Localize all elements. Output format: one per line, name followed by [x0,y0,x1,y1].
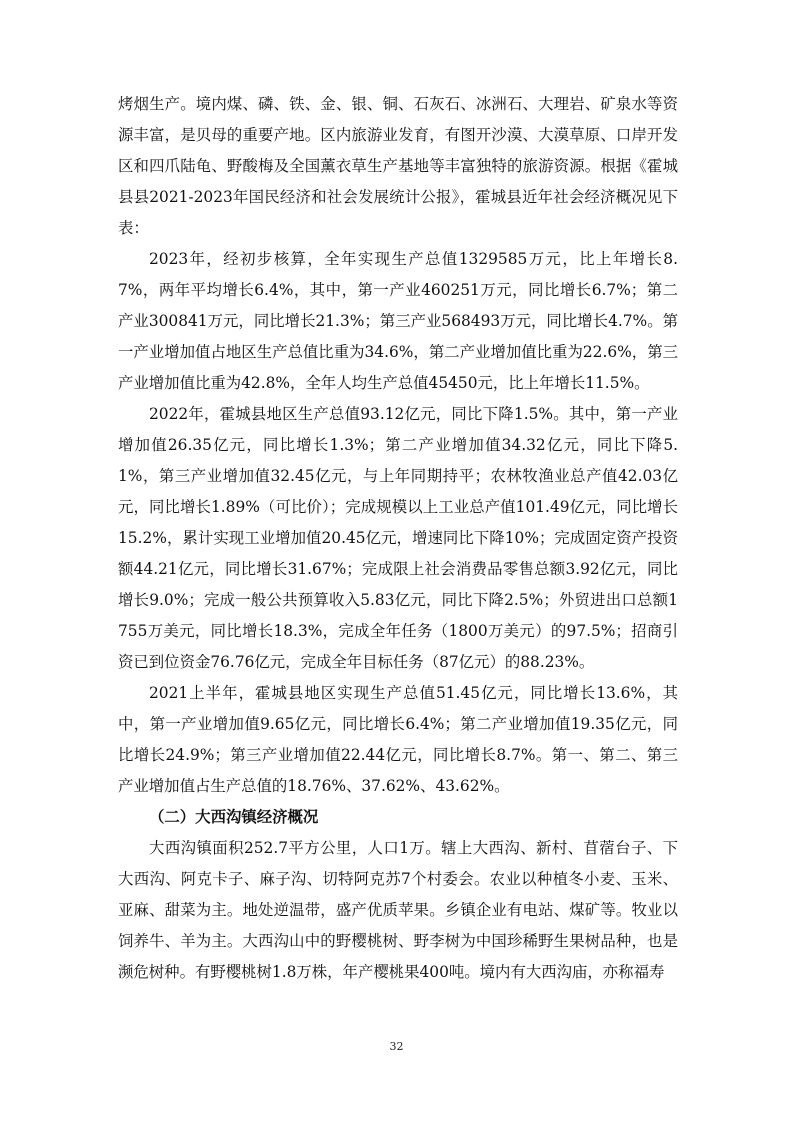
paragraph-daxigou-town: 大西沟镇面积252.7平方公里，人口1万。辖上大西沟、新村、苜蓿台子、下大西沟、阿克卡子、麻子沟、切特阿克苏7个村委会。农业以种植冬小麦、玉米、亚麻、甜菜为主。地处逆温带，盛产优质苹果。乡镇企业有电站、煤矿等。牧业以饲养牛、羊为主。大西沟山中的野樱桃树、野李树为中国珍稀野生果树品种，也是濒危树种。有野樱桃树1.8万株，年产樱桃果400吨。境内有大西沟庙，亦称福寿 [118,839,678,981]
page-number: 32 [389,1040,404,1053]
paragraph-economy-2021: 2021上半年，霍城县地区实现生产总值51.45亿元，同比增长13.6%，其中，第一产业增加值9.65亿元，同比增长6.4%；第二产业增加值19.35亿元，同比增长24.9%；第三产业增加值22.44亿元，同比增长8.7%。第一、第二、第三产业增加值占生产总值的18.76%、37.62%、43.62%。 [118,684,678,795]
section-heading: （二）大西沟镇经济概况 [149,808,319,826]
paragraph-resources-tourism: 烤烟生产。境内煤、磷、铁、金、银、铜、石灰石、冰洲石、大理岩、矿泉水等资源丰富，是贝母的重要产地。区内旅游业发育，有图开沙漠、大漠草原、口岸开发区和四爪陆龟、野酸梅及全国薰衣草生产基地等丰富独特的旅游资源。根据《霍城县县2021-2023年国民经济和社会发展统计公报》，霍城县近年社会经济概况见下表： [118,95,678,237]
paragraph-economy-2023: 2023年，经初步核算，全年实现生产总值1329585万元，比上年增长8.7%，两年平均增长6.4%，其中，第一产业460251万元，同比增长6.7%；第二产业300841万元，同比增长21.3%；第三产业568493万元，同比增长4.7%。第一产业增加值占地区生产总值比重为34.6%，第二产业增加值比重为22.6%，第三产业增加值比重为42.8%，全年人均生产总值45450元，比上年增长11.5%。 [118,250,678,392]
document-body [118,89,678,988]
paragraph-economy-2022: 2022年，霍城县地区生产总值93.12亿元，同比下降1.5%。其中，第一产业增加值26.35亿元，同比增长1.3%；第二产业增加值34.32亿元，同比下降5.1%，第三产业增加值32.45亿元，与上年同期持平；农林牧渔业总产值42.03亿元，同比增长1.89%（可比价）；完成规模以上工业总产值101.49亿元，同比增长15.2%，累计实现工业增加值20.45亿元，增速同比下降10%；完成固定资产投资额44.21亿元，同比增长31.67%；完成限上社会消费品零售总额3.92亿元，同比增长9.0%；完成一般公共预算收入5.83亿元，同比下降2.5%；外贸进出口总额1755万美元，同比增长18.3%，完成全年任务（1800万美元）的97.5%；招商引资已到位资金76.76亿元，完成全年目标任务（87亿元）的88.23%。 [118,405,678,671]
